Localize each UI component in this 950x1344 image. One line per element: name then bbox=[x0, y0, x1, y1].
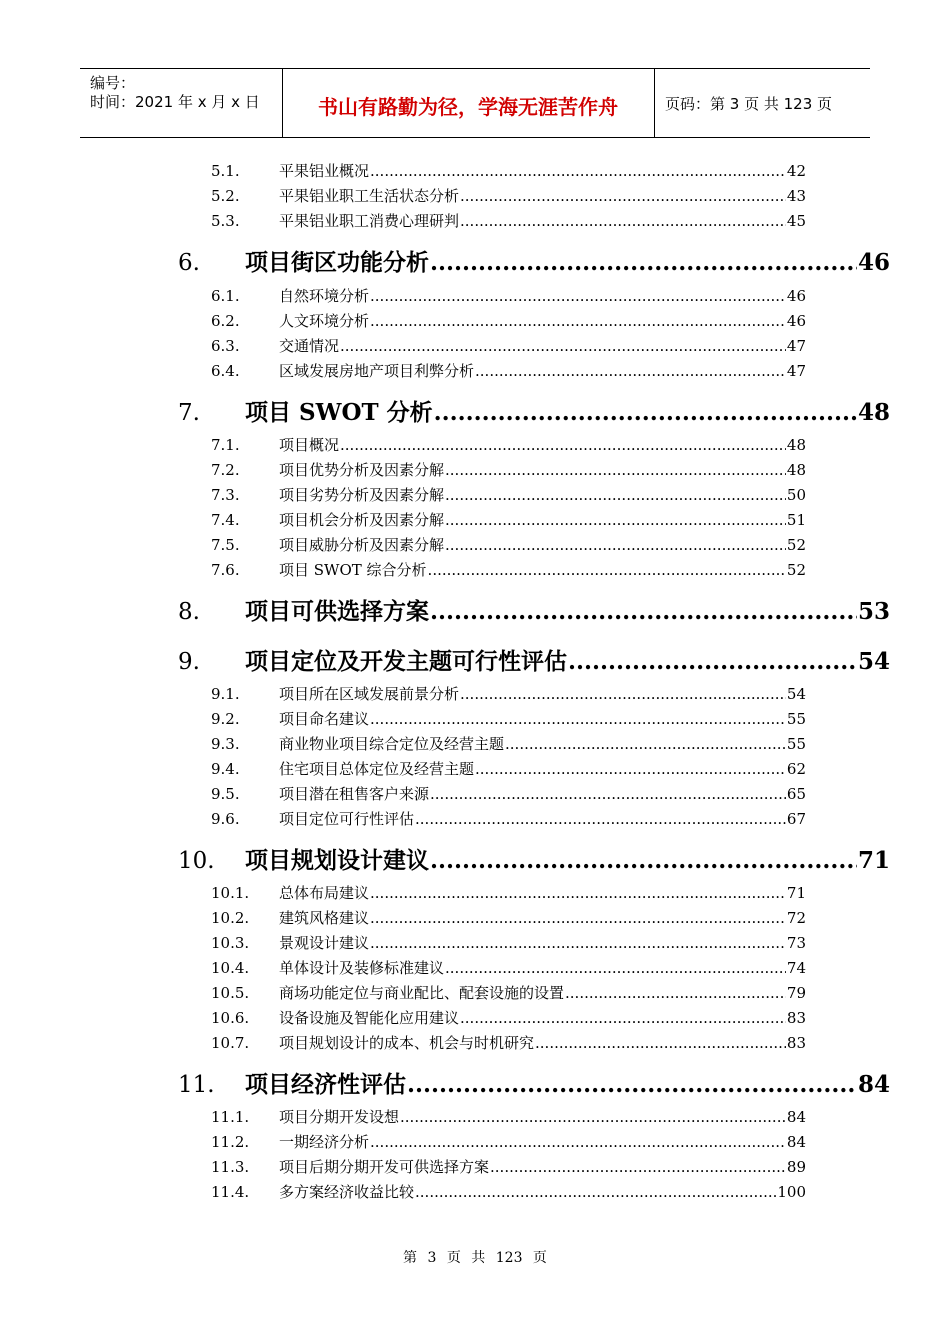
toc-section-entry[interactable] bbox=[211, 907, 806, 929]
toc-entry-number: 10.3. bbox=[211, 934, 250, 952]
toc-entry-title: 项目潜在租售客户来源 bbox=[279, 785, 430, 803]
toc-entry-number: 11.4. bbox=[211, 1183, 250, 1201]
toc-dot-leader bbox=[415, 1183, 776, 1201]
toc-entry-number: 7.2. bbox=[211, 461, 240, 479]
toc-entry-page-number: 83 bbox=[786, 1034, 806, 1052]
toc-entry-page-number: 65 bbox=[786, 785, 806, 803]
toc-entry-number: 6.3. bbox=[211, 337, 240, 355]
toc-dot-leader bbox=[370, 162, 786, 180]
toc-entry-page-number: 54 bbox=[786, 685, 806, 703]
toc-entry-number: 11.1. bbox=[211, 1108, 250, 1126]
toc-entry-title: 项目经济性评估 bbox=[245, 1071, 406, 1098]
toc-entry-title: 人文环境分析 bbox=[279, 312, 370, 330]
toc-entry-number: 6.2. bbox=[211, 312, 240, 330]
toc-entry-page-number: 71 bbox=[857, 847, 890, 874]
toc-entry-page-number: 54 bbox=[857, 648, 890, 675]
toc-entry-page-number: 45 bbox=[786, 212, 806, 230]
toc-entry-number: 6.1. bbox=[211, 287, 240, 305]
toc-entry-title: 项目 SWOT 综合分析 bbox=[279, 561, 427, 579]
toc-entry-page-number: 72 bbox=[786, 909, 806, 927]
toc-chapter-entry[interactable] bbox=[178, 593, 890, 625]
toc-entry-page-number: 46 bbox=[857, 249, 890, 276]
toc-chapter-entry[interactable] bbox=[178, 1066, 890, 1098]
toc-section-entry[interactable] bbox=[211, 484, 806, 506]
header-motto: 书山有路勤为径，学海无涯苦作舟 bbox=[318, 95, 618, 119]
toc-entry-page-number: 84 bbox=[786, 1133, 806, 1151]
toc-entry-number: 7. bbox=[178, 400, 200, 426]
toc-section-entry[interactable] bbox=[211, 160, 806, 182]
toc-dot-leader bbox=[535, 1034, 786, 1052]
toc-dot-leader bbox=[565, 984, 786, 1002]
toc-entry-number: 10. bbox=[178, 848, 215, 874]
toc-entry-page-number: 84 bbox=[786, 1108, 806, 1126]
toc-dot-leader bbox=[460, 685, 786, 703]
toc-entry-page-number: 71 bbox=[786, 884, 806, 902]
toc-section-entry[interactable] bbox=[211, 459, 806, 481]
toc-section-entry[interactable] bbox=[211, 360, 806, 382]
toc-entry-page-number: 48 bbox=[786, 461, 806, 479]
page-footer: 第 3 页 共 123 页 bbox=[403, 1250, 547, 1266]
toc-entry-number: 7.5. bbox=[211, 536, 240, 554]
toc-section-entry[interactable] bbox=[211, 534, 806, 556]
toc-entry-title: 项目规划设计的成本、机会与时机研究 bbox=[279, 1034, 535, 1052]
toc-entry-title: 项目命名建议 bbox=[279, 710, 370, 728]
toc-dot-leader bbox=[475, 362, 786, 380]
toc-entry-number: 7.6. bbox=[211, 561, 240, 579]
toc-entry-page-number: 53 bbox=[857, 598, 890, 625]
toc-entry-page-number: 47 bbox=[786, 362, 806, 380]
toc-dot-leader bbox=[430, 785, 786, 803]
toc-entry-title: 项目后期分期开发可供选择方案 bbox=[279, 1158, 490, 1176]
toc-entry-title: 项目街区功能分析 bbox=[245, 249, 429, 276]
toc-section-entry[interactable] bbox=[211, 509, 806, 531]
document-number-label: 编号： bbox=[90, 74, 136, 92]
toc-entry-number: 5.3. bbox=[211, 212, 240, 230]
toc-entry-title: 项目劣势分析及因素分解 bbox=[279, 486, 445, 504]
toc-section-entry[interactable] bbox=[211, 1131, 806, 1153]
toc-dot-leader bbox=[340, 337, 786, 355]
toc-entry-title: 项目可供选择方案 bbox=[245, 598, 429, 625]
header-page-cell bbox=[655, 69, 870, 137]
toc-dot-leader bbox=[460, 1009, 786, 1027]
toc-section-entry[interactable] bbox=[211, 210, 806, 232]
toc-section-entry[interactable] bbox=[211, 335, 806, 357]
toc-dot-leader bbox=[430, 847, 857, 874]
toc-section-entry[interactable] bbox=[211, 957, 806, 979]
toc-dot-leader bbox=[430, 249, 857, 276]
toc-section-entry[interactable] bbox=[211, 1007, 806, 1029]
toc-entry-title: 一期经济分析 bbox=[279, 1133, 370, 1151]
toc-entry-page-number: 100 bbox=[777, 1183, 806, 1201]
toc-dot-leader bbox=[445, 511, 786, 529]
toc-entry-number: 8. bbox=[178, 599, 200, 625]
toc-section-entry[interactable] bbox=[211, 758, 806, 780]
toc-entry-number: 10.4. bbox=[211, 959, 250, 977]
toc-entry-title: 总体布局建议 bbox=[279, 884, 370, 902]
toc-section-entry[interactable] bbox=[211, 1032, 806, 1054]
toc-chapter-entry[interactable] bbox=[178, 244, 890, 276]
toc-entry-page-number: 79 bbox=[786, 984, 806, 1002]
toc-entry-title: 平果铝业概况 bbox=[279, 162, 370, 180]
toc-dot-leader bbox=[370, 884, 786, 902]
toc-entry-page-number: 55 bbox=[786, 710, 806, 728]
toc-entry-title: 项目定位可行性评估 bbox=[279, 810, 415, 828]
toc-chapter-entry[interactable] bbox=[178, 643, 890, 675]
toc-dot-leader bbox=[370, 909, 786, 927]
toc-entry-number: 9. bbox=[178, 649, 200, 675]
toc-section-entry[interactable] bbox=[211, 683, 806, 705]
toc-dot-leader bbox=[370, 1133, 786, 1151]
toc-dot-leader bbox=[430, 598, 857, 625]
toc-dot-leader bbox=[400, 1108, 786, 1126]
toc-section-entry[interactable] bbox=[211, 932, 806, 954]
toc-dot-leader bbox=[340, 436, 786, 454]
toc-entry-title: 住宅项目总体定位及经营主题 bbox=[279, 760, 475, 778]
toc-entry-number: 9.3. bbox=[211, 735, 240, 753]
toc-entry-page-number: 51 bbox=[786, 511, 806, 529]
toc-section-entry[interactable] bbox=[211, 1156, 806, 1178]
toc-section-entry[interactable] bbox=[211, 559, 806, 581]
page-header bbox=[80, 68, 870, 138]
toc-entry-title: 多方案经济收益比较 bbox=[279, 1183, 415, 1201]
toc-entry-title: 项目威胁分析及因素分解 bbox=[279, 536, 445, 554]
toc-dot-leader bbox=[568, 648, 857, 675]
toc-entry-number: 9.2. bbox=[211, 710, 240, 728]
toc-dot-leader bbox=[445, 959, 786, 977]
toc-dot-leader bbox=[490, 1158, 786, 1176]
toc-entry-page-number: 42 bbox=[786, 162, 806, 180]
toc-entry-number: 9.5. bbox=[211, 785, 240, 803]
toc-chapter-entry[interactable] bbox=[178, 394, 890, 426]
toc-entry-page-number: 67 bbox=[786, 810, 806, 828]
toc-entry-page-number: 73 bbox=[786, 934, 806, 952]
toc-entry-page-number: 50 bbox=[786, 486, 806, 504]
toc-section-entry[interactable] bbox=[211, 982, 806, 1004]
toc-section-entry[interactable] bbox=[211, 1106, 806, 1128]
toc-dot-leader bbox=[460, 212, 786, 230]
toc-entry-number: 6. bbox=[178, 250, 200, 276]
toc-dot-leader bbox=[445, 461, 786, 479]
toc-section-entry[interactable] bbox=[211, 882, 806, 904]
toc-entry-page-number: 84 bbox=[857, 1071, 890, 1098]
toc-entry-page-number: 48 bbox=[857, 399, 890, 426]
toc-entry-title: 项目定位及开发主题可行性评估 bbox=[245, 648, 567, 675]
toc-entry-number: 7.3. bbox=[211, 486, 240, 504]
toc-dot-leader bbox=[370, 710, 786, 728]
toc-dot-leader bbox=[434, 399, 857, 426]
toc-entry-title: 景观设计建议 bbox=[279, 934, 370, 952]
toc-dot-leader bbox=[370, 934, 786, 952]
toc-dot-leader bbox=[370, 287, 786, 305]
toc-section-entry[interactable] bbox=[211, 808, 806, 830]
toc-entry-number: 9.4. bbox=[211, 760, 240, 778]
toc-entry-number: 10.2. bbox=[211, 909, 250, 927]
toc-entry-number: 9.1. bbox=[211, 685, 240, 703]
toc-entry-page-number: 43 bbox=[786, 187, 806, 205]
toc-entry-number: 5.1. bbox=[211, 162, 240, 180]
toc-entry-title: 项目机会分析及因素分解 bbox=[279, 511, 445, 529]
toc-entry-number: 11. bbox=[178, 1072, 215, 1098]
toc-entry-title: 设备设施及智能化应用建议 bbox=[279, 1009, 460, 1027]
toc-entry-page-number: 52 bbox=[786, 536, 806, 554]
toc-entry-number: 6.4. bbox=[211, 362, 240, 380]
toc-dot-leader bbox=[407, 1071, 857, 1098]
toc-dot-leader bbox=[428, 561, 786, 579]
toc-dot-leader bbox=[475, 760, 786, 778]
toc-chapter-entry[interactable] bbox=[178, 842, 890, 874]
toc-entry-number: 10.1. bbox=[211, 884, 250, 902]
toc-section-entry[interactable] bbox=[211, 783, 806, 805]
toc-dot-leader bbox=[415, 810, 786, 828]
toc-entry-page-number: 47 bbox=[786, 337, 806, 355]
toc-entry-number: 11.2. bbox=[211, 1133, 250, 1151]
toc-entry-number: 10.6. bbox=[211, 1009, 250, 1027]
toc-entry-page-number: 74 bbox=[786, 959, 806, 977]
toc-entry-number: 7.4. bbox=[211, 511, 240, 529]
toc-entry-page-number: 48 bbox=[786, 436, 806, 454]
toc-entry-title: 项目所在区域发展前景分析 bbox=[279, 685, 460, 703]
toc-entry-title: 单体设计及装修标准建议 bbox=[279, 959, 445, 977]
toc-section-entry[interactable] bbox=[211, 285, 806, 307]
header-motto-cell bbox=[282, 69, 655, 137]
toc-section-entry[interactable] bbox=[211, 733, 806, 755]
document-time-label: 时间：2021 年 x 月 x 日 bbox=[90, 93, 260, 111]
toc-entry-title: 项目优势分析及因素分解 bbox=[279, 461, 445, 479]
toc-entry-title: 项目概况 bbox=[279, 436, 340, 454]
toc-dot-leader bbox=[445, 536, 786, 554]
toc-entry-title: 项目分期开发设想 bbox=[279, 1108, 400, 1126]
toc-dot-leader bbox=[370, 312, 786, 330]
toc-entry-page-number: 62 bbox=[786, 760, 806, 778]
toc-entry-number: 7.1. bbox=[211, 436, 240, 454]
toc-entry-number: 10.7. bbox=[211, 1034, 250, 1052]
toc-entry-page-number: 55 bbox=[786, 735, 806, 753]
toc-entry-number: 9.6. bbox=[211, 810, 240, 828]
toc-dot-leader bbox=[460, 187, 786, 205]
toc-entry-page-number: 83 bbox=[786, 1009, 806, 1027]
toc-entry-title: 项目规划设计建议 bbox=[245, 847, 429, 874]
toc-entry-number: 11.3. bbox=[211, 1158, 250, 1176]
toc-entry-number: 10.5. bbox=[211, 984, 250, 1002]
toc-entry-title: 平果铝业职工消费心理研判 bbox=[279, 212, 460, 230]
toc-entry-title: 商场功能定位与商业配比、配套设施的设置 bbox=[279, 984, 565, 1002]
toc-section-entry[interactable] bbox=[211, 434, 806, 456]
toc-entry-page-number: 89 bbox=[786, 1158, 806, 1176]
toc-section-entry[interactable] bbox=[211, 1181, 806, 1203]
toc-dot-leader bbox=[505, 735, 786, 753]
header-page-number: 页码：第 3 页 共 123 页 bbox=[665, 95, 833, 113]
toc-dot-leader bbox=[445, 486, 786, 504]
header-info-cell bbox=[80, 69, 283, 137]
toc-section-entry[interactable] bbox=[211, 310, 806, 332]
toc-entry-title: 区域发展房地产项目利弊分析 bbox=[279, 362, 475, 380]
toc-entry-title: 商业物业项目综合定位及经营主题 bbox=[279, 735, 505, 753]
toc-entry-page-number: 52 bbox=[786, 561, 806, 579]
toc-section-entry[interactable] bbox=[211, 185, 806, 207]
toc-entry-page-number: 46 bbox=[786, 287, 806, 305]
toc-entry-number: 5.2. bbox=[211, 187, 240, 205]
toc-entry-title: 平果铝业职工生活状态分析 bbox=[279, 187, 460, 205]
toc-entry-title: 项目 SWOT 分析 bbox=[245, 399, 433, 426]
toc-entry-title: 建筑风格建议 bbox=[279, 909, 370, 927]
toc-section-entry[interactable] bbox=[211, 708, 806, 730]
toc-entry-title: 自然环境分析 bbox=[279, 287, 370, 305]
toc-entry-title: 交通情况 bbox=[279, 337, 340, 355]
toc-entry-page-number: 46 bbox=[786, 312, 806, 330]
